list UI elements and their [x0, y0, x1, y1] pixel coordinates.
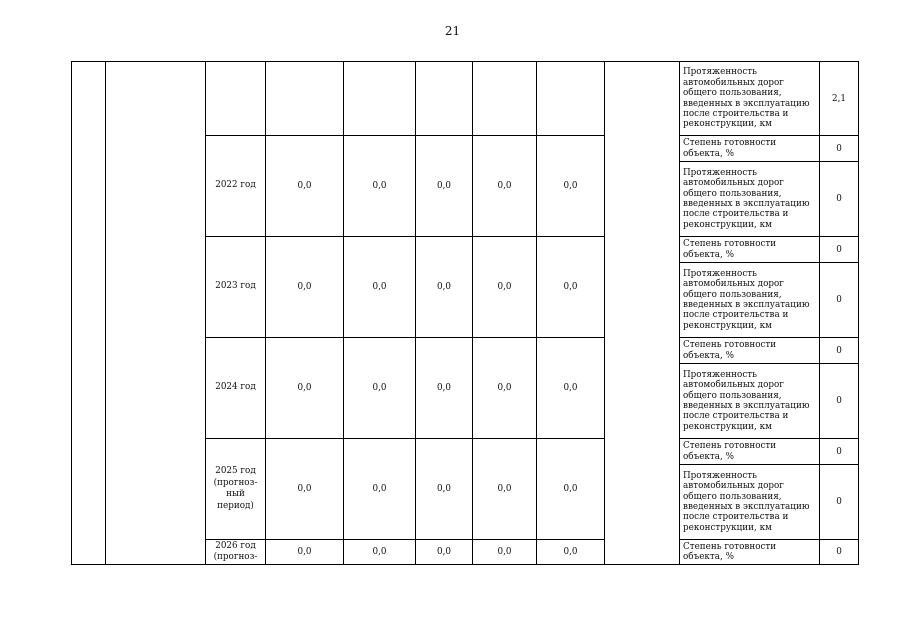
- indicator-value: 0: [820, 162, 859, 237]
- indicator-cell: Протяженность автомобильных дорог общего пользования, введенных в эксплуатацию после строительства и реконструкции, км: [680, 162, 820, 237]
- funding-value: 0,0: [266, 237, 344, 338]
- funding-value: 0,0: [344, 237, 416, 338]
- indicator-cell: Степень готовности объекта, %: [680, 338, 820, 364]
- indicator-value: 0: [820, 439, 859, 465]
- funding-value: 0,0: [473, 439, 537, 540]
- funding-value: 0,0: [266, 540, 344, 565]
- indicator-cell: Степень готовности объекта, %: [680, 439, 820, 465]
- year-note: (прогноз-ный период): [213, 477, 258, 511]
- funding-value: 0,0: [416, 338, 473, 439]
- program-table: [71, 61, 859, 565]
- indicator-cell: Степень готовности объекта, %: [680, 237, 820, 263]
- year-cell: [206, 540, 266, 565]
- year-label: 2026 год: [215, 540, 256, 551]
- indicator-value: 0: [820, 136, 859, 162]
- year-label: 2025 год: [215, 466, 256, 476]
- table-row: [72, 62, 859, 136]
- funding-value: 0,0: [344, 439, 416, 540]
- indicator-cell: Протяженность автомобильных дорог общего пользования, введенных в эксплуатацию после строительства и реконструкции, км: [680, 465, 820, 540]
- funding-value: 0,0: [266, 338, 344, 439]
- indicator-value: 0: [820, 263, 859, 338]
- column-number-cell: [72, 62, 106, 565]
- year-label: 2022 год: [215, 180, 256, 191]
- funding-value: 0,0: [473, 540, 537, 565]
- year-label: 2023 год: [215, 281, 256, 292]
- funding-value: 0,0: [416, 136, 473, 237]
- funding-value: 0,0: [473, 338, 537, 439]
- indicator-value: 0: [820, 364, 859, 439]
- funding-value: 0,0: [344, 338, 416, 439]
- indicator-cell: Протяженность автомобильных дорог общего пользования, введенных в эксплуатацию после строительства и реконструкции, км: [680, 364, 820, 439]
- funding-value: 0,0: [537, 237, 605, 338]
- year-label: 2024 год: [215, 382, 256, 393]
- funding-value: 0,0: [416, 237, 473, 338]
- indicator-value: 2,1: [820, 62, 859, 136]
- year-cell: [206, 136, 266, 237]
- indicator-value: 0: [820, 338, 859, 364]
- column-name-cell: [106, 62, 206, 565]
- funding-value: 0,0: [473, 237, 537, 338]
- indicator-value: 0: [820, 540, 859, 565]
- page-number: 21: [444, 24, 461, 38]
- funding-value: 0,0: [537, 338, 605, 439]
- indicator-cell: Степень готовности объекта, %: [680, 540, 820, 565]
- funding-value: 0,0: [473, 136, 537, 237]
- year-cell: [206, 439, 266, 540]
- indicator-cell: Степень готовности объекта, %: [680, 136, 820, 162]
- year-note: (прогноз-: [213, 552, 258, 562]
- funding-value: 0,0: [266, 439, 344, 540]
- funding-value: 0,0: [344, 136, 416, 237]
- indicator-value: 0: [820, 237, 859, 263]
- funding-value: 0,0: [537, 540, 605, 565]
- funding-value: 0,0: [266, 136, 344, 237]
- executor-cell: [605, 62, 680, 565]
- year-cell: [206, 338, 266, 439]
- indicator-cell: Протяженность автомобильных дорог общего пользования, введенных в эксплуатацию после строительства и реконструкции, км: [680, 263, 820, 338]
- year-cell: [206, 237, 266, 338]
- funding-value: 0,0: [344, 540, 416, 565]
- funding-value: 0,0: [416, 439, 473, 540]
- year-cell: [206, 62, 266, 136]
- funding-value: 0,0: [416, 540, 473, 565]
- funding-value: 0,0: [537, 439, 605, 540]
- indicator-value: 0: [820, 465, 859, 540]
- indicator-cell: Протяженность автомобильных дорог общего пользования, введенных в эксплуатацию после строительства и реконструкции, км: [680, 62, 820, 136]
- funding-value: 0,0: [537, 136, 605, 237]
